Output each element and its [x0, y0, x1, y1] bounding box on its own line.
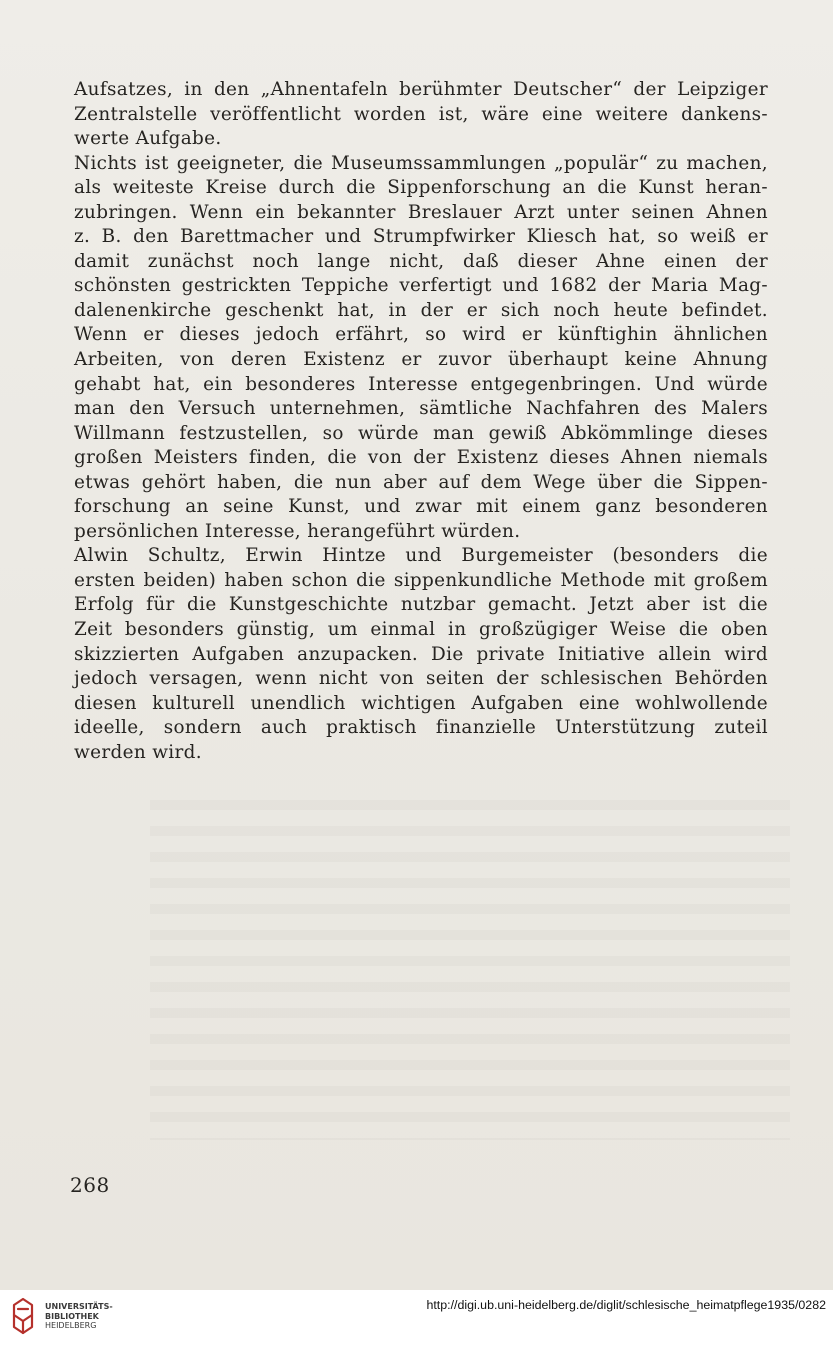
text-line: als weiteste Kreise durch die Sippenforschung an die Kunst heran-: [74, 177, 768, 199]
text-line: Zeit besonders günstig, um einmal in großzügiger Weise die oben: [74, 619, 768, 641]
library-name-line: BIBLIOTHEK: [45, 1311, 99, 1321]
text-line: jedoch versagen, wenn nicht von seiten der schlesischen Behörden: [74, 668, 768, 690]
text-line: Willmann festzustellen, so würde man gewiß Abkömmlinge dieses: [74, 422, 768, 444]
text-line: etwas gehört haben, die nun aber auf dem Wege über die Sippen-: [74, 471, 768, 493]
text-line: zubringen. Wenn ein bekannter Breslauer Arzt unter seinen Ahnen: [74, 201, 768, 223]
library-logo-icon: [8, 1295, 38, 1341]
text-line: man den Versuch unternehmen, sämtliche Nachfahren des Malers: [74, 398, 768, 420]
show-through-text: [150, 800, 790, 1140]
text-line: Arbeiten, von deren Existenz er zuvor überhaupt keine Ahnung: [74, 349, 768, 371]
text-line: skizzierten Aufgaben anzupacken. Die private Initiative allein wird: [74, 643, 768, 665]
text-line: schönsten gestrickten Teppiche verfertigt und 1682 der Maria Mag-: [74, 275, 768, 297]
text-line: z. B. den Barettmacher und Strumpfwirker Kliesch hat, so weiß er: [74, 226, 768, 248]
text-line: Alwin Schultz, Erwin Hintze und Burgemeister (besonders die: [74, 545, 768, 567]
library-name-line: UNIVERSITÄTS-: [45, 1302, 113, 1311]
text-line: damit zunächst noch lange nicht, daß dieser Ahne einen der: [74, 250, 768, 272]
text-line: forschung an seine Kunst, und zwar mit einem ganz besonderen: [74, 496, 768, 518]
text-line: werden wird.: [74, 741, 202, 763]
text-line: Erfolg für die Kunstgeschichte nutzbar gemacht. Jetzt aber ist die: [74, 594, 768, 616]
text-line: werte Aufgabe.: [74, 128, 222, 150]
text-line: Aufsatzes, in den „Ahnentafeln berühmter Deutscher“ der Leipziger: [74, 79, 768, 100]
text-line: Nichts ist geeigneter, die Museumssammlungen „populär“ zu machen,: [74, 152, 768, 174]
library-name-line: HEIDELBERG: [45, 1321, 97, 1330]
text-line: ideelle, sondern auch praktisch finanzielle Unterstützung zuteil: [74, 717, 768, 739]
library-name: [45, 1302, 113, 1331]
text-line: dalenenkirche geschenkt hat, in der er sich noch heute befindet.: [74, 299, 768, 321]
text-line: ersten beiden) haben schon die sippenkundliche Methode mit großem: [74, 569, 768, 591]
text-line: großen Meisters finden, die von der Existenz dieses Ahnen niemals: [74, 447, 768, 469]
text-line: Zentralstelle veröffentlicht worden ist, wäre eine weitere dankens-: [74, 103, 768, 125]
page-number: 268: [70, 1173, 110, 1197]
source-url-link[interactable]: http://digi.ub.uni-heidelberg.de/diglit/schlesische_heimatpflege1935/0282: [426, 1298, 826, 1312]
text-line: Wenn er dieses jedoch erfährt, so wird er künftighin ähnlichen: [74, 324, 768, 346]
footer-bar: [0, 1290, 833, 1348]
body-text: [74, 78, 768, 765]
text-line: diesen kulturell unendlich wichtigen Aufgaben eine wohlwollende: [74, 692, 768, 714]
text-line: persönlichen Interesse, herangeführt würden.: [74, 520, 521, 542]
text-line: gehabt hat, ein besonderes Interesse entgegenbringen. Und würde: [74, 373, 768, 395]
